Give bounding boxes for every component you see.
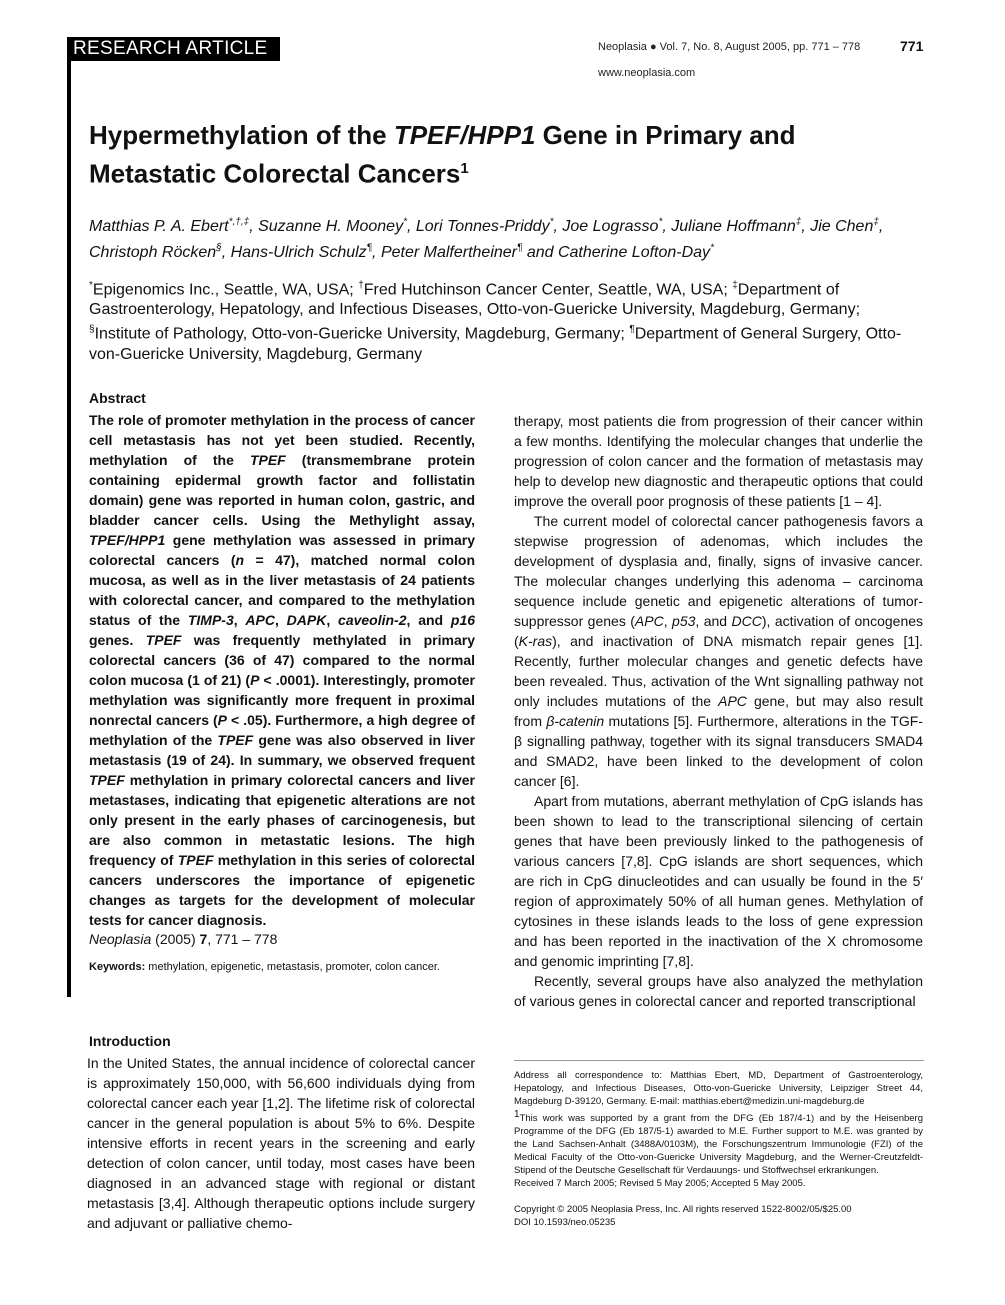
italic-term: TIMP-3 [187,612,234,628]
received-dates: Received 7 March 2005; Revised 5 May 2005; Accepted 5 May 2005. [514,1178,806,1190]
text-run: The role of promoter methylation in the process of cancer cell metastasis has not yet been studied. Recently, methylation of the [89,412,475,468]
author-affiliation-mark: * [658,217,663,228]
italic-term: TPEF [217,732,254,748]
author-separator: , [372,243,381,261]
paragraph [514,411,923,511]
author [381,244,558,261]
doi-line[interactable]: DOI 10.1593/neo.05235 [514,1217,616,1228]
paragraph [514,511,923,791]
introduction-heading: Introduction [89,1033,171,1049]
author [558,244,714,261]
keywords-list: methylation, epigenetic, metastasis, promoter, colon cancer. [145,961,440,973]
author-name: Matthias P. A. Ebert [89,218,229,236]
citation-journal: Neoplasia [89,931,152,947]
author-name: Christoph Röcken [89,243,217,261]
italic-term: p53 [672,613,696,629]
text-run: = 47), matched normal colon mucosa, as well as in the liver metastasis of 24 patients with colorectal cancer, and compared to the methylation status of the [89,552,476,628]
right-column-body [514,411,923,1011]
text-run: Apart from mutations, aberrant methylation of CpG islands has been shown to lead to the transcriptional silencing of certain genes that have been previously linked to the pathogenesis of various cancers [7,8]. CpG islands are short sequences, which are rich in CpG dinucleotides and can usually be found in the 5′ region of approximately 50% of all human genes. Methylation of cytosines in these islands leads to the loss of gene expression and has been reported in the inactivation of the X chromosome and genomic imprinting [7,8]. [514,793,923,969]
author-affiliation-mark: ¶ [366,242,373,254]
footnote-rule [514,1060,924,1061]
italic-term: P [250,672,260,688]
text-run: , and [406,612,451,628]
author-separator: , [249,218,259,236]
text-run: gene methylation was assessed in primary colorectal cancers ( [89,532,475,568]
page-number: 771 [900,38,924,54]
citation-volume: 7 [199,931,208,947]
affiliation-mark: ‡ [732,280,738,291]
abstract-body [89,410,475,930]
affiliation-text: Department of General Surgery, Otto-von-Guericke University, Magdeburg, Germany [89,325,902,363]
author-name: Lori Tonnes-Priddy [415,218,550,236]
funding-text: This work was supported by a grant from the DFG (Eb 187/4-1) and by the Heisenberg Programme of the DFG (Eb 187/5-1) awarded to M.E. Further support to M.E. was granted by the Land Sachsen-Anhalt (3488A/0103M), the Forschungszentrum Immunologie (FZI) of the Medical Faculty of the Otto-von-Guericke University Magdeburg, and the Werner-Creutzfeldt-Stipend of the Deutsche Gesellschaft für Verdauungs- und Stoffwechsel erkrankungen. [514,1113,923,1177]
title-text: Hypermethylation of the [89,120,394,150]
funding-note [514,1108,923,1177]
author-name: Jie Chen [810,218,874,236]
italic-term: K-ras [518,633,553,649]
author-affiliation-mark: * [403,217,407,228]
text-run: < .05). Furthermore, a high degree of methylation of the [89,712,475,748]
italic-term: n [235,552,245,568]
italic-term: DCC [731,613,762,629]
text-run: ), activation of oncogenes ( [514,613,924,649]
author-affiliation-mark: ‡ [873,217,879,228]
author-name: Catherine Lofton-Day [557,243,711,261]
title-text: Gene in Primary and Metastatic Colorectal Cancers [89,120,796,189]
author-name: Joe Lograsso [562,218,659,236]
abstract-citation [89,929,277,949]
author-name: Hans-Ulrich Schulz [230,243,367,261]
text-run: Recently, several groups have also analyzed the methylation of various genes in colorectal cancer and reported transcriptional [514,973,923,1009]
author [89,218,258,235]
author [416,218,563,235]
affiliation-mark: * [89,280,93,291]
author-affiliation-mark: *,†,‡ [228,217,250,228]
affiliation-text: Department of Gastroenterology, Hepatology, and Infectious Diseases, Otto-von-Guericke University, Magdeburg, Germany; [89,281,861,319]
text-run: (transmembrane protein containing epidermal growth factor and follistatin domain) gene was reported in human colon, gastric, and bladder cancer cells. Using the Methylight assay, [89,452,475,528]
text-run: was frequently methylated in primary colorectal cancers (36 of 47) compared to the normal colon mucosa (1 of 21) ( [89,632,475,688]
text-run: < .0001). Interestingly, promoter methylation was significantly more frequent in proximal nonrectal cancers ( [89,672,475,728]
paragraph [514,791,923,971]
journal-citation-line: Neoplasia ● Vol. 7, No. 8, August 2005, pp. 771 – 778 [598,41,861,53]
author-separator: , [801,218,811,236]
author-separator: , [878,218,884,236]
italic-term: p16 [450,612,476,628]
keywords [89,961,440,973]
author-affiliation-mark: § [216,242,222,254]
italic-term: APC [634,613,664,629]
citation-pages: , 771 – 778 [207,931,278,947]
author-separator: , [406,218,416,236]
citation-year: (2005) [151,931,200,947]
italic-term: TPEF [177,852,214,868]
author [89,244,231,261]
author [810,218,883,235]
text-run: methylation in this series of colorectal cancers underscores the importance of epigenetic changes as targets for the development of molecular tests for cancer diagnosis. [89,852,475,928]
italic-term: TPEF [249,452,286,468]
author-affiliation-mark: * [549,217,554,228]
affiliation-text: Institute of Pathology, Otto-von-Guericke University, Magdeburg, Germany; [94,325,630,343]
author-affiliation-mark: ‡ [795,217,802,228]
affiliation-text: Epigenomics Inc., Seattle, WA, USA; [92,281,359,299]
text-run: therapy, most patients die from progression of their cancer within a few months. Identifying the molecular changes that underlie the progression of colon cancer and the formation of metastasis may help to develop new diagnostic and therapeutic options that could improve the overall poor prognosis of these patients [1 – 4]. [514,413,923,509]
text-run: The current model of colorectal cancer pathogenesis favors a stepwise progression of adenomas, which includes the development of dysplasia and, finally, signs of invasive cancer. The molecular changes underlying this adenoma – carcinoma sequence include genetic and epigenetic alterations of tumor-suppressor genes ( [514,513,923,629]
author-affiliation-mark: ¶ [517,242,523,254]
title-gene-name: TPEF/HPP1 [393,120,536,150]
author-separator: and [522,243,558,261]
text-run: , [326,612,339,628]
footnotes [514,1069,923,1190]
italic-term: TPEF [145,632,182,648]
article-title [89,118,909,191]
text-run: gene, but may also result from [514,693,923,729]
affiliation-mark: § [89,324,95,336]
affiliation-mark: ¶ [629,324,635,336]
italic-term: DAPK [286,612,327,628]
left-margin-rule [67,61,71,997]
article-type-banner: RESEARCH ARTICLE [67,37,280,61]
affiliations [89,276,909,365]
author-separator: , [221,243,231,261]
title-footnote-mark: 1 [460,160,469,177]
introduction-body: In the United States, the annual incidence of colorectal cancer is approximately 150,000, with 56,600 individuals dying from colorectal cancer each year [1,2]. The lifetime risk of colorectal cancer in the general population is about 5% to 6%. Despite intensive efforts in recent years in the screening and early detection of colon cancer, until today, most cases have been diagnosed in an advanced stage with regional or distant metastasis [3,4]. Although therapeutic options include surgery and adjuvant or palliative chemo- [87,1055,475,1231]
author [562,218,671,235]
text-run: ), and inactivation of DNA mismatch repair genes [1]. Recently, further molecular changes and genetic defects have been revealed. Thus, activation of the Wnt signalling pathway not only includes mutations of the [514,633,923,709]
author [671,218,810,235]
author-name: Peter Malfertheiner [380,243,517,261]
italic-term: APC [245,612,275,628]
text-run: , and [695,613,732,629]
author-separator: , [553,218,563,236]
italic-term: TPEF [89,772,125,788]
author-affiliation-mark: * [710,242,714,254]
author-name: Suzanne H. Mooney [258,218,404,236]
italic-term: P [217,712,228,728]
correspondence-note: Address all correspondence to: Matthias Ebert, MD, Department of Gastroenterology, Hepatology, and Infectious Diseases, Otto-von-Guericke University, Leipziger Street 44, Magdeburg D-39120, Germany. E-mail: matthias.ebert@medizin.uni-magdeburg.de [514,1070,923,1107]
affiliation-text: Fred Hutchinson Cancer Center, Seattle, WA, USA; [363,281,733,299]
text-run: , [233,612,246,628]
paragraph [514,971,923,1011]
text-run: , [663,613,673,629]
abstract-heading: Abstract [89,390,146,406]
affiliation-mark: † [358,280,364,291]
text-run: , [274,612,287,628]
author [258,218,416,235]
keywords-label: Keywords: [89,961,146,973]
author-separator: , [662,218,672,236]
copyright-line: Copyright © 2005 Neoplasia Press, Inc. All rights reserved 1522-8002/05/$25.00 [514,1204,852,1215]
funding-mark: 1 [514,1109,520,1120]
author [231,244,381,261]
journal-website[interactable]: www.neoplasia.com [598,67,696,79]
author-list [89,212,919,263]
italic-term: β-catenin [546,713,605,729]
author-name: Juliane Hoffmann [671,218,796,236]
text-run: gene was also observed in liver metastasis (19 of 24). In summary, we observed frequent [89,732,476,768]
text-run: methylation in primary colorectal cancers and liver metastases, indicating that epigenetic alterations are not only present in the early phases of carcinogenesis, but are also common in metastatic lesions. The high frequency of [89,772,475,868]
copyright-block [514,1203,852,1229]
italic-term: TPEF/HPP1 [89,532,166,548]
text-run: mutations [5]. Furthermore, alterations in the TGF-β signalling pathway, together with its signal transducers SMAD4 and SMAD2, have been linked to the development of colon cancer [6]. [514,713,923,789]
italic-term: caveolin-2 [338,612,407,628]
italic-term: APC [718,693,747,709]
text-run: genes. [89,632,146,648]
